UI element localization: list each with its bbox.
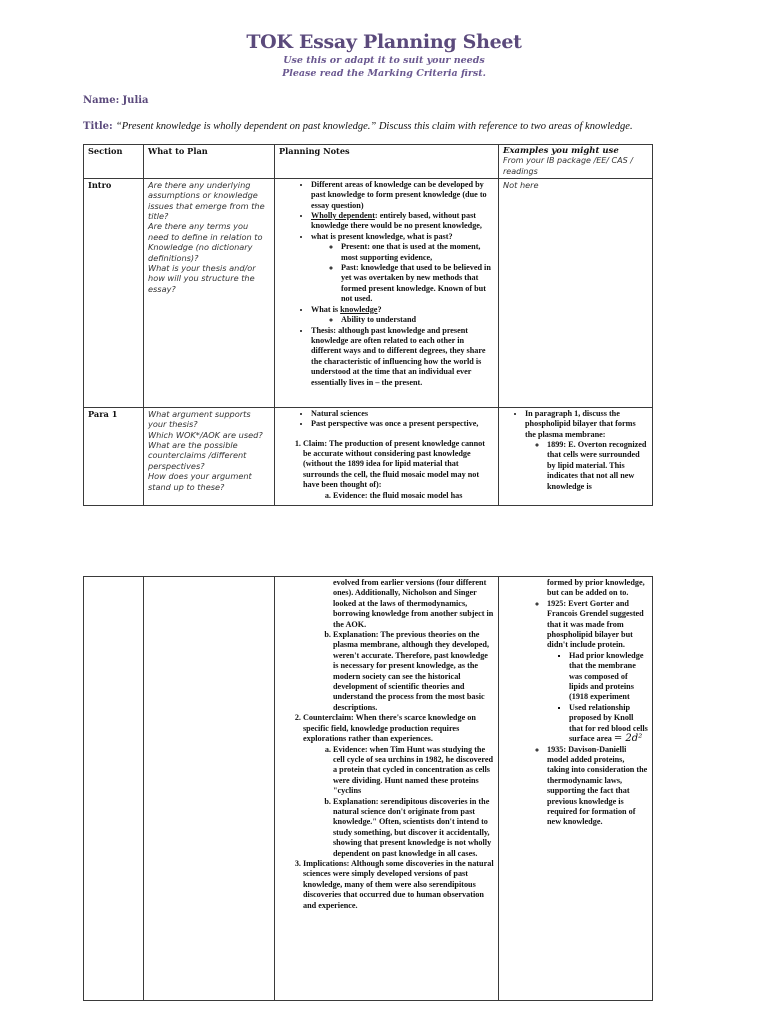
para1-planning-notes-part-2	[275, 577, 499, 1001]
intro-prompts	[144, 178, 275, 407]
name-value: Julia	[122, 95, 149, 106]
list-item: • Natural sciences	[311, 409, 494, 419]
list-item	[311, 305, 494, 326]
term-knowledge: knowledge	[340, 304, 378, 314]
explanation-item: b. Explanation: serendipitous discoveries in the natural science don't originate from past knowledge." Often, scientists don't intend to study something, but discover it accidentally, showing that present knowledge is not wholly dependent on past knowledge in all cases.	[333, 797, 494, 859]
planning-table-page-2	[83, 576, 653, 1001]
sub-list-item: ◦ Present: one that is used at the moment, most supporting evidence,	[341, 242, 494, 263]
claim-item	[303, 439, 494, 501]
header-section: Section	[84, 145, 144, 179]
para1-examples-part-2	[499, 577, 653, 1001]
claim-continuation	[303, 578, 494, 713]
counterclaim-text: Counterclaim: When there's scarce knowledge on specific field, knowledge production requires explorations rather than experiences.	[303, 713, 476, 744]
sub-list-item: ◦ 1935: Davison-Danielli model added proteins, taking into consideration the thermodynamic laws, supporting the fact that previous knowledge is required for formation of new knowledge.	[547, 745, 648, 828]
detail-text: Used relationship proposed by Knoll that for red blood cells surface area	[569, 702, 648, 744]
para1-prompt: How does your argument stand up to these?	[148, 471, 252, 492]
claim-text: Claim: The production of present knowledge cannot be accurate without considering past knowledge (without the 1899 idea for lipid material that surrounds the cell, the fluid mosaic model may not have been thought of):	[303, 438, 485, 490]
evidence-item: a. Evidence: the fluid mosaic model has	[333, 491, 494, 501]
header-examples	[499, 145, 653, 179]
sub-list-item: ◦ Ability to understand	[341, 315, 494, 325]
evidence-item-continued: evolved from earlier versions (four different ones). Additionally, Nicholson and Singer looked at the laws of thermodynamics, borrowing knowledge from another subject in the AOK.	[333, 578, 494, 629]
intro-prompt: Are there any terms you need to define in relation to Knowledge (no dictionary definitions)?	[148, 221, 263, 263]
subtitle-line-1: Use this or adapt it to suit your needs	[283, 55, 485, 66]
name-row	[83, 95, 149, 106]
list-item-text: what is present knowledge, what is past?	[311, 231, 453, 241]
section-intro: Intro	[84, 178, 144, 407]
para1-prompts	[144, 407, 275, 505]
counterclaim-item	[303, 713, 494, 859]
section-para-1: Para 1	[84, 407, 144, 505]
table-row-para-1-continued	[84, 577, 653, 1001]
subtitle-line-2: Please read the Marking Criteria first.	[282, 68, 486, 79]
para1-prompt: What are the possible counterclaims /different perspectives?	[148, 440, 247, 471]
document-header	[0, 30, 768, 80]
page-title: TOK Essay Planning Sheet	[246, 31, 522, 53]
evidence-item: a. Evidence: when Tim Hunt was studying the cell cycle of sea urchins in 1982, he discovered a protein that cycled in concentration as cells were dividing. Hunt named these proteins "cyclins	[333, 745, 494, 797]
explanation-item: b. Explanation: The previous theories on the plasma membrane, although they developed, weren't accurate. Therefore, past knowledge is necessary for present knowledge, as the modern society can see the historical development of scientific theories and understand the process from the most basic descriptions.	[333, 630, 494, 713]
para1-planning-notes-part-1	[275, 407, 499, 505]
header-examples-subtitle: From your IB package /EE/ CAS / readings	[503, 156, 633, 176]
header-what-to-plan: What to Plan	[144, 145, 275, 179]
sub-list-item	[547, 599, 648, 745]
list-item: • Past perspective was once a present perspective,	[311, 419, 494, 429]
intro-examples: Not here	[499, 178, 653, 407]
sub-list-item-continued: formed by prior knowledge, but can be added on to.	[547, 578, 645, 598]
thesis-item: • Thesis: although past knowledge and present knowledge are often related to each other in different ways and to different degrees, they share the characteristic of influencing how the world is understood at the time that an individual ever essentially lives in – the present.	[311, 326, 494, 388]
sub-list-item: ◦ Past: knowledge that used to be believed in yet was overtaken by new methods that formed present knowledge. Known of but not used.	[341, 263, 494, 305]
planning-table-page-1	[83, 144, 653, 506]
examples-continuation	[525, 578, 648, 828]
list-item-text: 1925: Evert Gorter and Francois Grendel suggested that it was made from phospholipid bilayer but didn't include protein.	[547, 598, 644, 650]
formula: = 2d²	[613, 733, 643, 745]
implications-item: 3. Implications: Although some discoveries in the natural sciences were simply developed versions of past knowledge, many of them were also serendipitous discoveries that occurred due to human observation and experience.	[303, 859, 494, 911]
intro-planning-notes	[275, 178, 499, 407]
header-examples-title: Examples you might use	[503, 146, 619, 156]
list-item	[311, 232, 494, 305]
table-header-row	[84, 145, 653, 179]
list-item: • Different areas of knowledge can be developed by past knowledge to form present knowledge (due to essay question)	[311, 180, 494, 211]
term-wholly-dependent: Wholly dependent	[311, 211, 375, 221]
essay-title-label: Title:	[83, 121, 113, 132]
prompt-cell-empty	[144, 577, 275, 1001]
header-planning-notes: Planning Notes	[275, 145, 499, 179]
essay-title-value: “Present knowledge is wholly dependent on past knowledge.” Discuss this claim with reference to two areas of knowledge.	[115, 121, 633, 132]
essay-title-row	[83, 121, 633, 132]
section-cell-empty	[84, 577, 144, 1001]
detail-item	[569, 703, 648, 745]
list-item-text: ?	[377, 304, 382, 314]
para1-prompt: Which WOK*/AOK are used?	[148, 429, 263, 440]
intro-prompt: Are there any underlying assumptions or knowledge issues that emerge from the title?	[148, 179, 265, 222]
intro-prompt: What is your thesis and/or how will you structure the essay?	[148, 263, 256, 294]
list-item-text: What is	[311, 304, 341, 314]
name-label: Name:	[83, 95, 120, 106]
table-row-intro	[84, 178, 653, 407]
list-item	[311, 211, 494, 232]
para1-prompt: What argument supports your thesis?	[148, 408, 251, 430]
list-item	[525, 409, 648, 492]
definition-text: : entirely based, without past knowledge there would be no present knowledge,	[311, 211, 482, 231]
sub-list-item: ◦ 1899: E. Overton recognized that cells were surrounded by lipid material. This indicates that not all new knowledge is	[547, 440, 648, 492]
table-row-para-1	[84, 407, 653, 505]
para1-examples-part-1	[499, 407, 653, 505]
list-item-text: In paragraph 1, discuss the phospholipid bilayer that forms the plasma membrane:	[525, 408, 636, 439]
detail-item: ▪ Had prior knowledge that the membrane was composed of lipids and proteins (1918 experiment	[569, 651, 648, 703]
